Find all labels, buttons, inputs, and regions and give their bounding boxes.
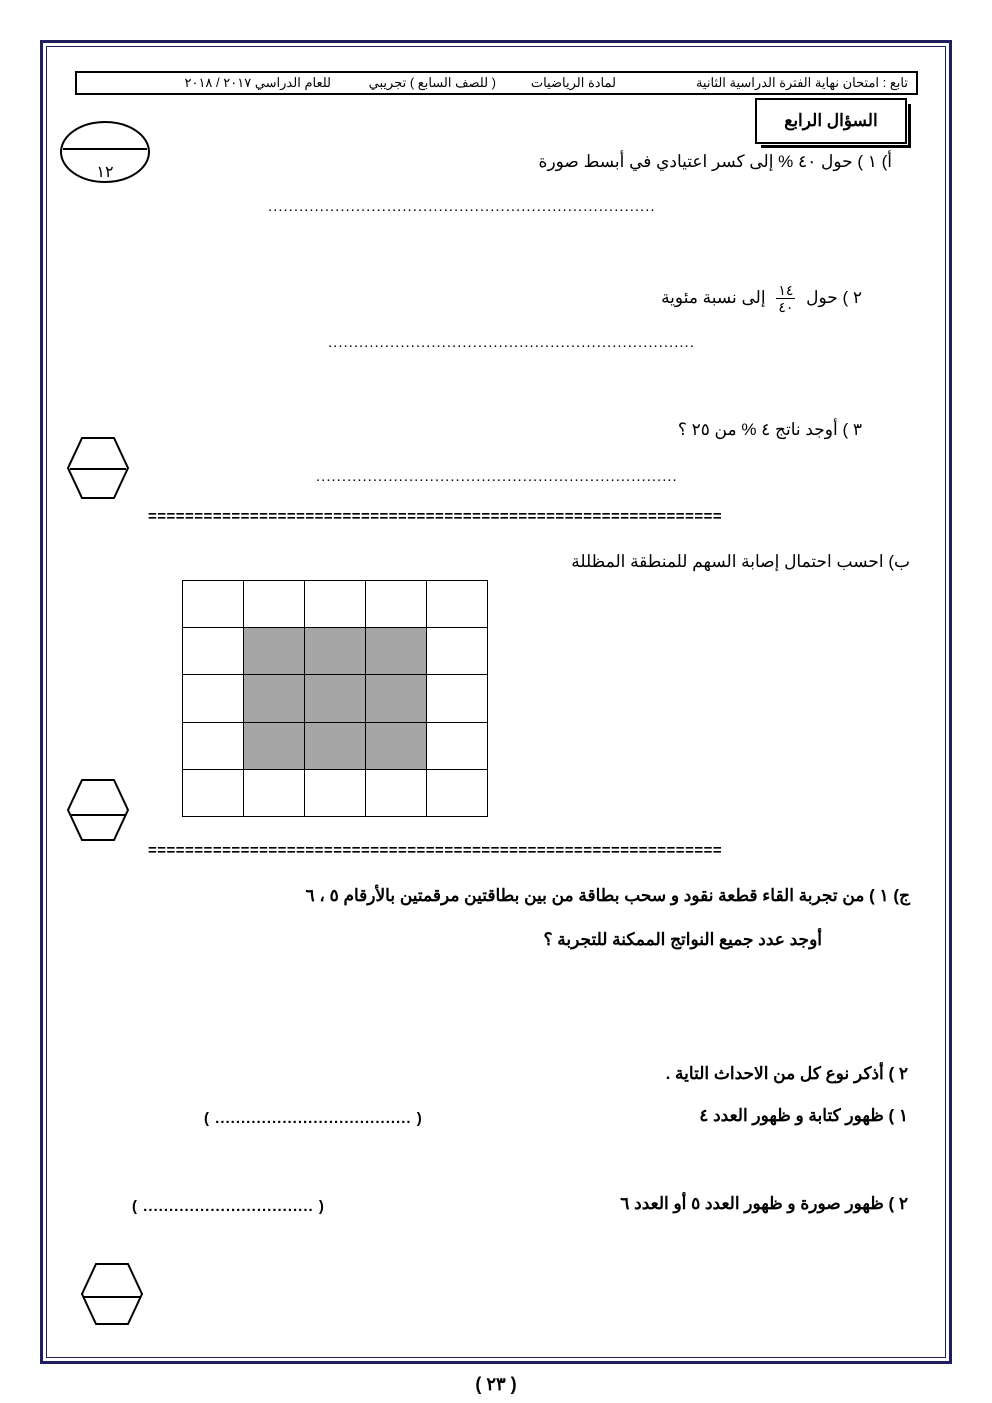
page-border-inner: [46, 46, 946, 1358]
part-b-question: ب) احسب احتمال إصابة السهم للمنطقة المظللة: [571, 552, 910, 571]
part-c-question-1-line-2: أوجد عدد جميع النواتج الممكنة للتجربة ؟: [543, 930, 822, 949]
grid-cell-shaded: [244, 722, 305, 769]
grid-cell-shaded: [366, 675, 427, 722]
grid-cell-shaded: [244, 675, 305, 722]
grid-cell: [183, 675, 244, 722]
answer-line-a2: .......................................................................: [328, 334, 695, 351]
header-exam-name: تابع : امتحان نهاية الفترة الدراسية الثانية: [695, 75, 908, 90]
header-grade: ( للصف السابع ) تجريبي: [368, 75, 496, 90]
section-separator: ==============================================================: [148, 842, 723, 859]
header-subject: لمادة الرياضيات: [530, 75, 616, 90]
grid-cell: [244, 769, 305, 816]
grid-cell-shaded: [305, 628, 366, 675]
header-year: للعام الدراسي ٢٠١٧ / ٢٠١٨: [184, 75, 331, 90]
score-hexagon-a: [66, 436, 130, 500]
q2-prefix: ٢ ) حول: [806, 287, 862, 307]
grid-cell: [183, 581, 244, 628]
grid-cell: [366, 581, 427, 628]
dartboard-grid: [182, 580, 488, 817]
grid-cell: [183, 722, 244, 769]
grid-cell: [427, 581, 488, 628]
part-c-question-2: ٢ ) أذكر نوع كل من الاحداث التاية .: [665, 1064, 908, 1083]
part-a-question-1: أ) ١ ) حول ٤٠ % إلى كسر اعتيادي في أبسط صورة: [538, 152, 892, 171]
answer-line-a1: ...........................................................................: [268, 198, 656, 215]
grid-cell: [427, 769, 488, 816]
grid-cell: [427, 722, 488, 769]
exam-header: [75, 71, 918, 95]
grid-cell: [183, 628, 244, 675]
fraction-14-over-40: [776, 282, 795, 315]
grid-cell: [427, 628, 488, 675]
grid-cell: [305, 581, 366, 628]
grid-cell: [427, 675, 488, 722]
score-hexagon-b: [66, 778, 130, 842]
event-2: ٢ ) ظهور صورة و ظهور العدد ٥ أو العدد ٦: [620, 1194, 908, 1213]
fraction-denominator: ٤٠: [778, 299, 794, 315]
question-title: السؤال الرابع: [755, 98, 907, 144]
page-number: ( ٢٣ ): [475, 1374, 517, 1394]
fraction-numerator: ١٤: [778, 282, 794, 298]
event-1: ١ ) ظهور كتابة و ظهور العدد ٤: [699, 1106, 908, 1125]
grid-cell-shaded: [305, 675, 366, 722]
grid-cell-shaded: [305, 722, 366, 769]
section-separator: ==============================================================: [148, 508, 723, 525]
grid-cell: [305, 769, 366, 816]
part-c-question-1-line-1: ج) ١ ) من تجربة القاء قطعة نقود و سحب بطاقة من بين بطاقتين مرقمتين بالأرقام ٥ ، ٦: [305, 886, 910, 905]
q2-suffix: إلى نسبة مئوية: [661, 287, 766, 307]
event-1-answer-blank: ( ...................................... ): [204, 1110, 423, 1127]
event-2-answer-blank: ( ................................. ): [132, 1198, 325, 1215]
score-hexagon-c: [80, 1262, 144, 1326]
grid-cell-shaded: [366, 628, 427, 675]
answer-line-a3: ......................................................................: [316, 468, 678, 485]
grid-cell: [366, 769, 427, 816]
grid-cell: [183, 769, 244, 816]
score-total: ١٢: [96, 164, 114, 181]
grid-cell-shaded: [244, 628, 305, 675]
part-a-question-2: [661, 282, 862, 315]
part-a-question-3: ٣ ) أوجد ناتج ٤ % من ٢٥ ؟: [677, 420, 862, 439]
grid-cell-shaded: [366, 722, 427, 769]
grid-cell: [244, 581, 305, 628]
